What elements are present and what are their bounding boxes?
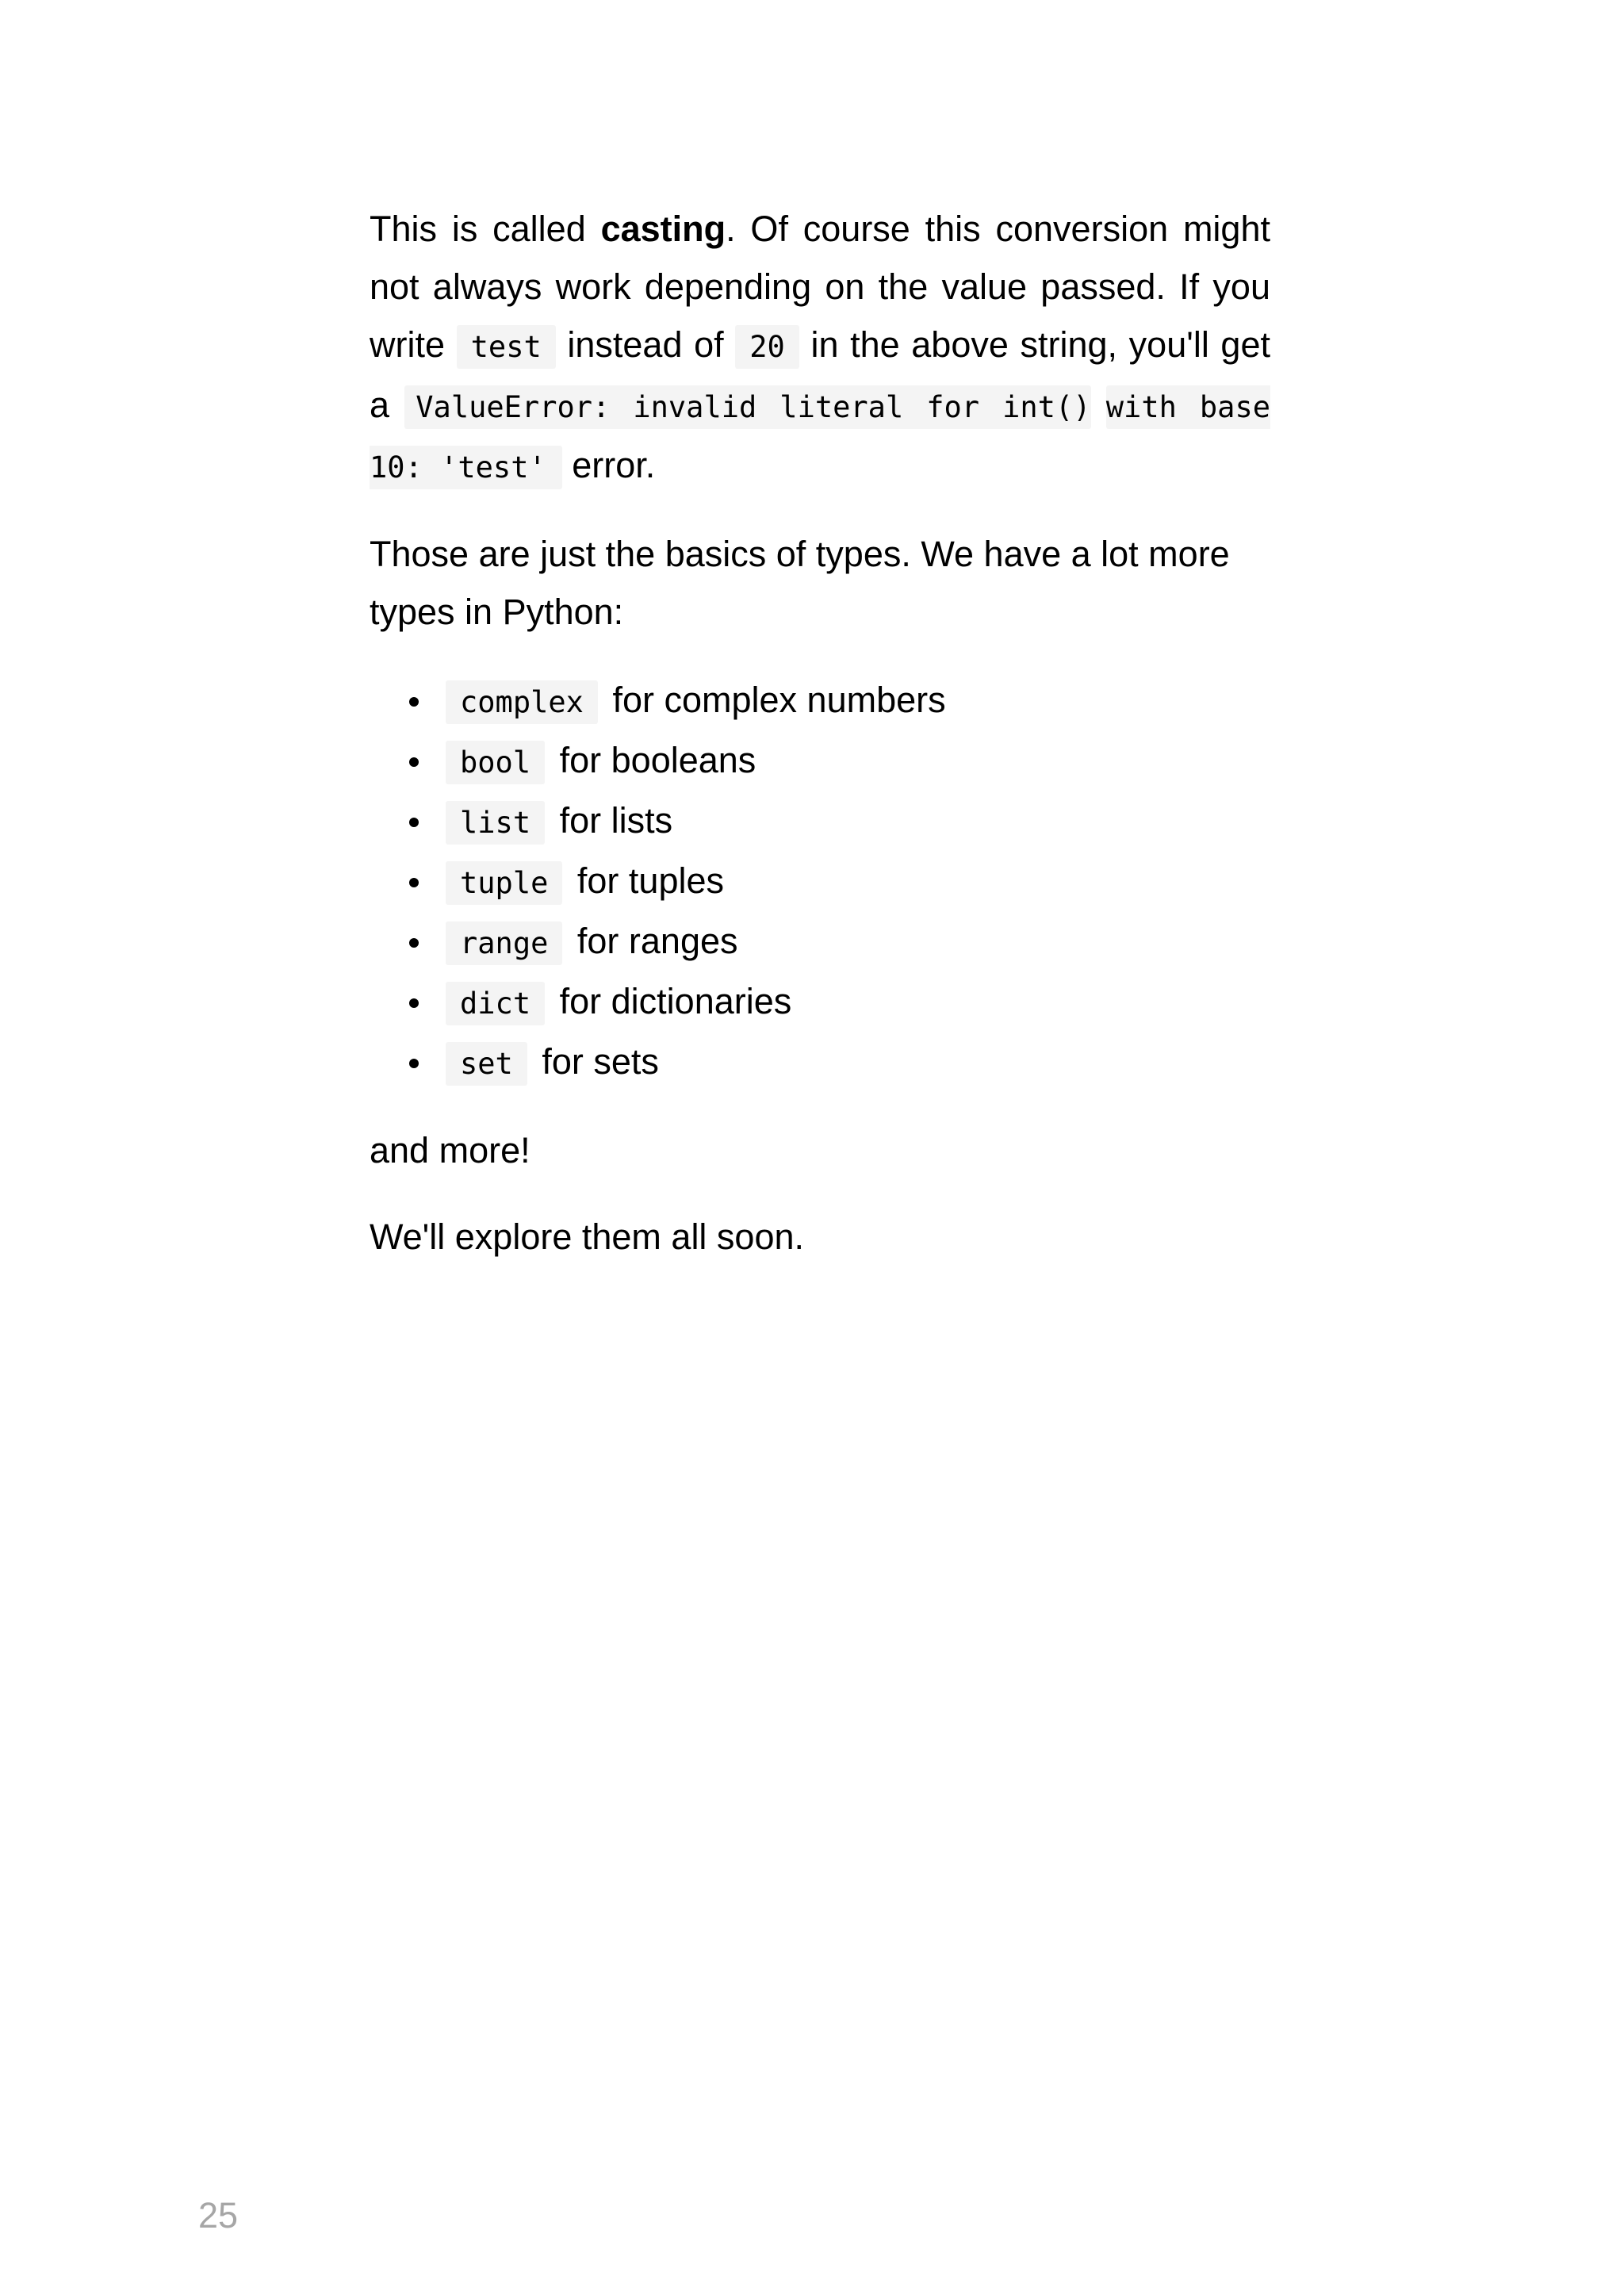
list-item (370, 1033, 1270, 1093)
type-code: range (446, 921, 562, 965)
type-code: complex (446, 680, 598, 724)
type-description: for dictionaries (559, 981, 792, 1021)
list-item (370, 791, 1270, 852)
type-description: for booleans (559, 740, 756, 780)
text-segment: error. (561, 445, 656, 485)
type-code: list (446, 801, 545, 845)
text-segment: in the above string, you'll get a (370, 324, 1270, 425)
list-item (370, 972, 1270, 1033)
inline-code-test: test (457, 325, 556, 369)
inline-code-20: 20 (735, 325, 799, 369)
list-item (370, 671, 1270, 731)
type-code: dict (446, 982, 545, 1025)
type-description: for sets (542, 1041, 659, 1082)
text-segment: This is called (370, 209, 601, 249)
type-description: for ranges (576, 921, 738, 961)
type-code: bool (446, 741, 545, 784)
type-description: for complex numbers (612, 680, 946, 720)
casting-paragraph (370, 200, 1270, 496)
types-list (370, 671, 1270, 1093)
bold-term-casting: casting (600, 209, 726, 249)
type-description: for tuples (576, 860, 725, 901)
type-code: set (446, 1042, 527, 1086)
page-content (370, 200, 1270, 1266)
inline-code-valueerror-cont: with base 10: 'test' (370, 385, 1270, 489)
closing-paragraph: We'll explore them all soon. (370, 1216, 805, 1257)
type-code: tuple (446, 861, 562, 905)
list-item (370, 912, 1270, 972)
types-intro-paragraph: Those are just the basics of types. We have a lot more types in Python: (370, 534, 1230, 632)
type-description: for lists (559, 800, 673, 841)
list-item (370, 852, 1270, 912)
and-more-paragraph: and more! (370, 1130, 530, 1170)
text-segment: . Of course this conversion might not always work depending on the value passed. If you write (370, 209, 1270, 365)
page-number: 25 (198, 2195, 239, 2236)
list-item (370, 731, 1270, 791)
inline-code-valueerror: ValueError: invalid literal for int() (404, 385, 1090, 429)
text-segment: instead of (555, 324, 736, 365)
